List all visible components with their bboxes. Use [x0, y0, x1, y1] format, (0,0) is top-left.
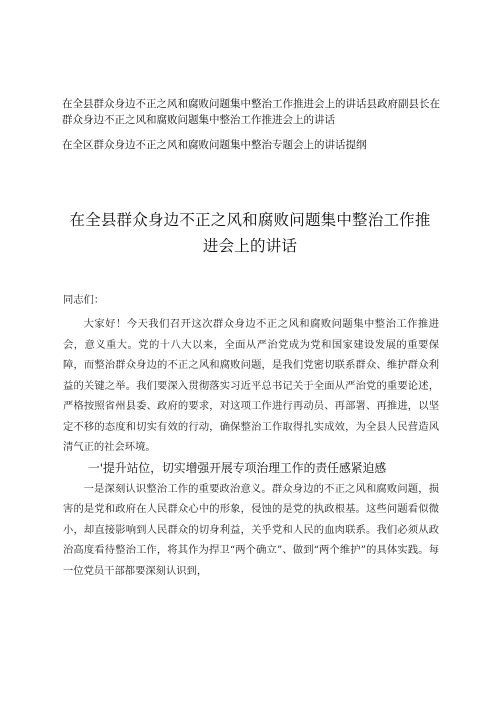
toc-item[interactable]: 在全区群众身边不正之风和腐败问题集中整治专题会上的讲话提纲 — [62, 139, 367, 151]
section-heading: 一'提升站位，切实增强开展专项治理工作的责任感紧迫感 — [88, 460, 387, 475]
paragraph-intro: 大家好！今天我们召开这次群众身边不正之风和腐败问题集中整治工作推进会，意义重大。党的十八大以来，全面从严治党成为党和国家建设发展的重要保障，而整治群众身边的不正之风和腐败问题，是我们党密切联系群众、维护群众利益的关键之举。我们要深入贯彻落实习近平总书记关于全面从严治党的重要论述，严格按照省州县委、政府的要求，对这项工作进行再动员、再部署、再推进，以坚定不移的态度和切实有效的行动，确保整治工作取得扎实成效，为全县人民营造风清气正的社会环境。 — [63, 318, 439, 453]
paragraph-section-1: 一是深刻认识整治工作的重要政治意义。群众身边的不正之风和腐败问题，损害的是党和政府在人民群众心中的形象，侵蚀的是党的执政根基。这些问题看似微小，却直接影响到人民群众的切身利益，关乎党和人民的血肉联系。我们必须从政治高度看待整治工作，将其作为捍卫“两个确立”、做到“两个维护”的具体实践。每一位党员干部都要深刻认识到， — [63, 482, 439, 577]
greeting: 同志们： — [63, 294, 105, 306]
toc-item[interactable]: 在全县群众身边不正之风和腐败问题集中整治工作推进会上的讲话县政府副县长在群众身边不正之风和腐败问题集中整治工作推进会上的讲话 — [62, 98, 440, 126]
document-title: 在全县群众身边不正之风和腐败问题集中整治工作推进会上的讲话 — [69, 211, 431, 255]
document-body — [63, 291, 439, 581]
table-of-contents — [62, 96, 447, 161]
